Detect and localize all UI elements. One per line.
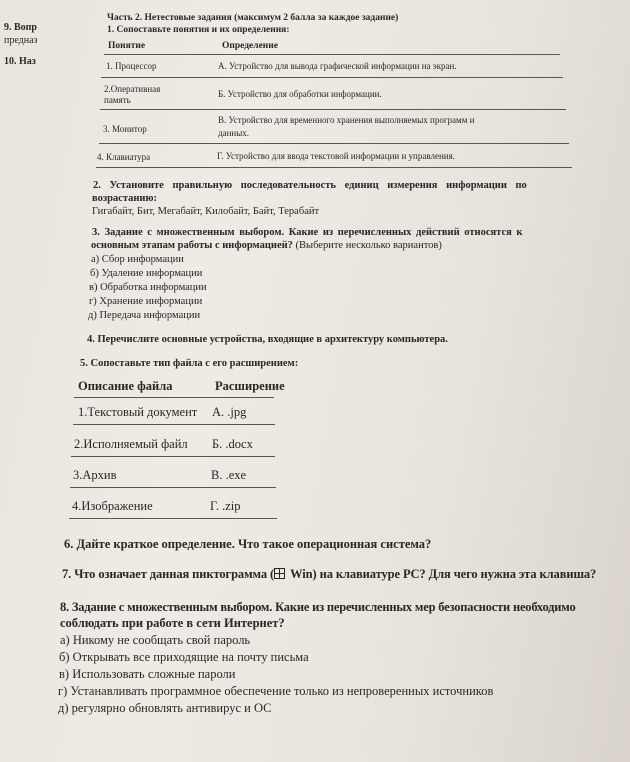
task-3-option-a: а) Сбор информации xyxy=(91,254,184,265)
table1-rule xyxy=(99,143,569,144)
task-3-option-b: б) Удаление информации xyxy=(90,268,203,279)
table1-col-def: Определение xyxy=(222,41,278,51)
table1-row1-def: А. Устройство для вывода графической информации на экран. xyxy=(218,61,457,71)
table2-row4-desc: 4.Изображение xyxy=(72,499,153,513)
task-1-title: 1. Сопоставьте понятия и их определения: xyxy=(107,25,290,35)
task-2-units: Гигабайт, Бит, Мегабайт, Килобайт, Байт, Терабайт xyxy=(92,206,320,217)
task-8-option-a: а) Никому не сообщать свой пароль xyxy=(60,633,251,647)
table1-rule xyxy=(104,54,560,55)
table2-rule xyxy=(69,518,277,519)
task-6-title: 6. Дайте краткое определение. Что такое операционная система? xyxy=(64,537,432,551)
table2-row3-ext: В. .exe xyxy=(211,468,247,482)
table1-row3-def: В. Устройство для временного хранения выполняемых программ и xyxy=(218,115,475,125)
task-8-option-e: д) регулярно обновлять антивирус и ОС xyxy=(58,701,272,715)
task-2-line2: возрастанию: xyxy=(92,193,157,204)
table1-row3-term: 3. Монитор xyxy=(103,124,147,134)
table2-rule xyxy=(71,456,275,457)
table2-row1-desc: 1.Текстовый документ xyxy=(78,405,198,419)
table1-row3-def-cont: данных. xyxy=(218,128,250,138)
table2-rule xyxy=(74,397,274,398)
task-8-option-c: в) Использовать сложные пароли xyxy=(59,667,236,681)
table1-row4-term: 4. Клавиатура xyxy=(97,152,151,162)
table2-rule xyxy=(70,487,276,488)
task-8-option-d: г) Устанавливать программное обеспечение только из непроверенных источников xyxy=(58,684,494,698)
table2-row3-desc: 3.Архив xyxy=(73,468,117,482)
margin-question-10: 10. Наз xyxy=(4,56,36,67)
windows-key-icon xyxy=(274,568,285,579)
margin-question-9-sub: предназ xyxy=(4,35,38,46)
task-3-option-d: г) Хранение информации xyxy=(89,296,203,307)
table1-rule xyxy=(96,167,572,168)
task-8-line2: соблюдать при работе в сети Интернет? xyxy=(60,616,285,630)
task-8-line1: 8. Задание с множественным выбором. Какие из перечисленных мер безопасности необходимо xyxy=(60,600,576,614)
task-2-line1: 2. Установите правильную последовательность единиц измерения информации по xyxy=(93,180,527,191)
table2-col-ext: Расширение xyxy=(215,379,285,393)
table1-col-term: Понятие xyxy=(108,41,146,51)
table2-row2-desc: 2.Исполняемый файл xyxy=(74,437,188,451)
task-3-note: (Выберите несколько вариантов) xyxy=(292,240,442,251)
table1-rule xyxy=(100,109,566,110)
table2-rule xyxy=(73,424,275,425)
table2-row2-ext: Б. .docx xyxy=(212,437,253,451)
task-4-title: 4. Перечислите основные устройства, входящие в архитектуру компьютера. xyxy=(87,334,448,345)
table1-row1-term: 1. Процессор xyxy=(106,61,157,71)
task-7-title: 7. Что означает данная пиктограмма ( Win) на клавиатуре PC? Для чего нужна эта клавиша? xyxy=(62,567,597,581)
table1-row2-term-cont: память xyxy=(104,95,131,105)
table1-row2-term: 2.Оперативная xyxy=(104,84,161,94)
task-8-option-b: б) Открывать все приходящие на почту письма xyxy=(59,650,309,664)
table2-col-desc: Описание файла xyxy=(78,379,173,393)
task-3-option-c: в) Обработка информации xyxy=(89,282,207,293)
table2-row1-ext: А. .jpg xyxy=(212,405,247,419)
task-5-title: 5. Сопоставьте тип файла с его расширением: xyxy=(80,358,299,369)
task-3-line1: 3. Задание с множественным выбором. Какие из перечисленных действий относятся к xyxy=(92,227,523,238)
table1-row4-def: Г. Устройство для ввода текстовой информации и управления. xyxy=(217,151,455,161)
part-heading: Часть 2. Нетестовые задания (максимум 2 балла за каждое задание) xyxy=(107,13,399,23)
margin-question-9: 9. Вопр xyxy=(4,22,37,33)
table1-row2-def: Б. Устройство для обработки информации. xyxy=(218,89,382,99)
table2-row4-ext: Г. .zip xyxy=(210,499,241,513)
task-3-line2: основным этапам работы с информацией? xyxy=(91,240,293,251)
task-3-option-e: д) Передача информации xyxy=(88,310,201,321)
table1-rule xyxy=(101,77,563,78)
